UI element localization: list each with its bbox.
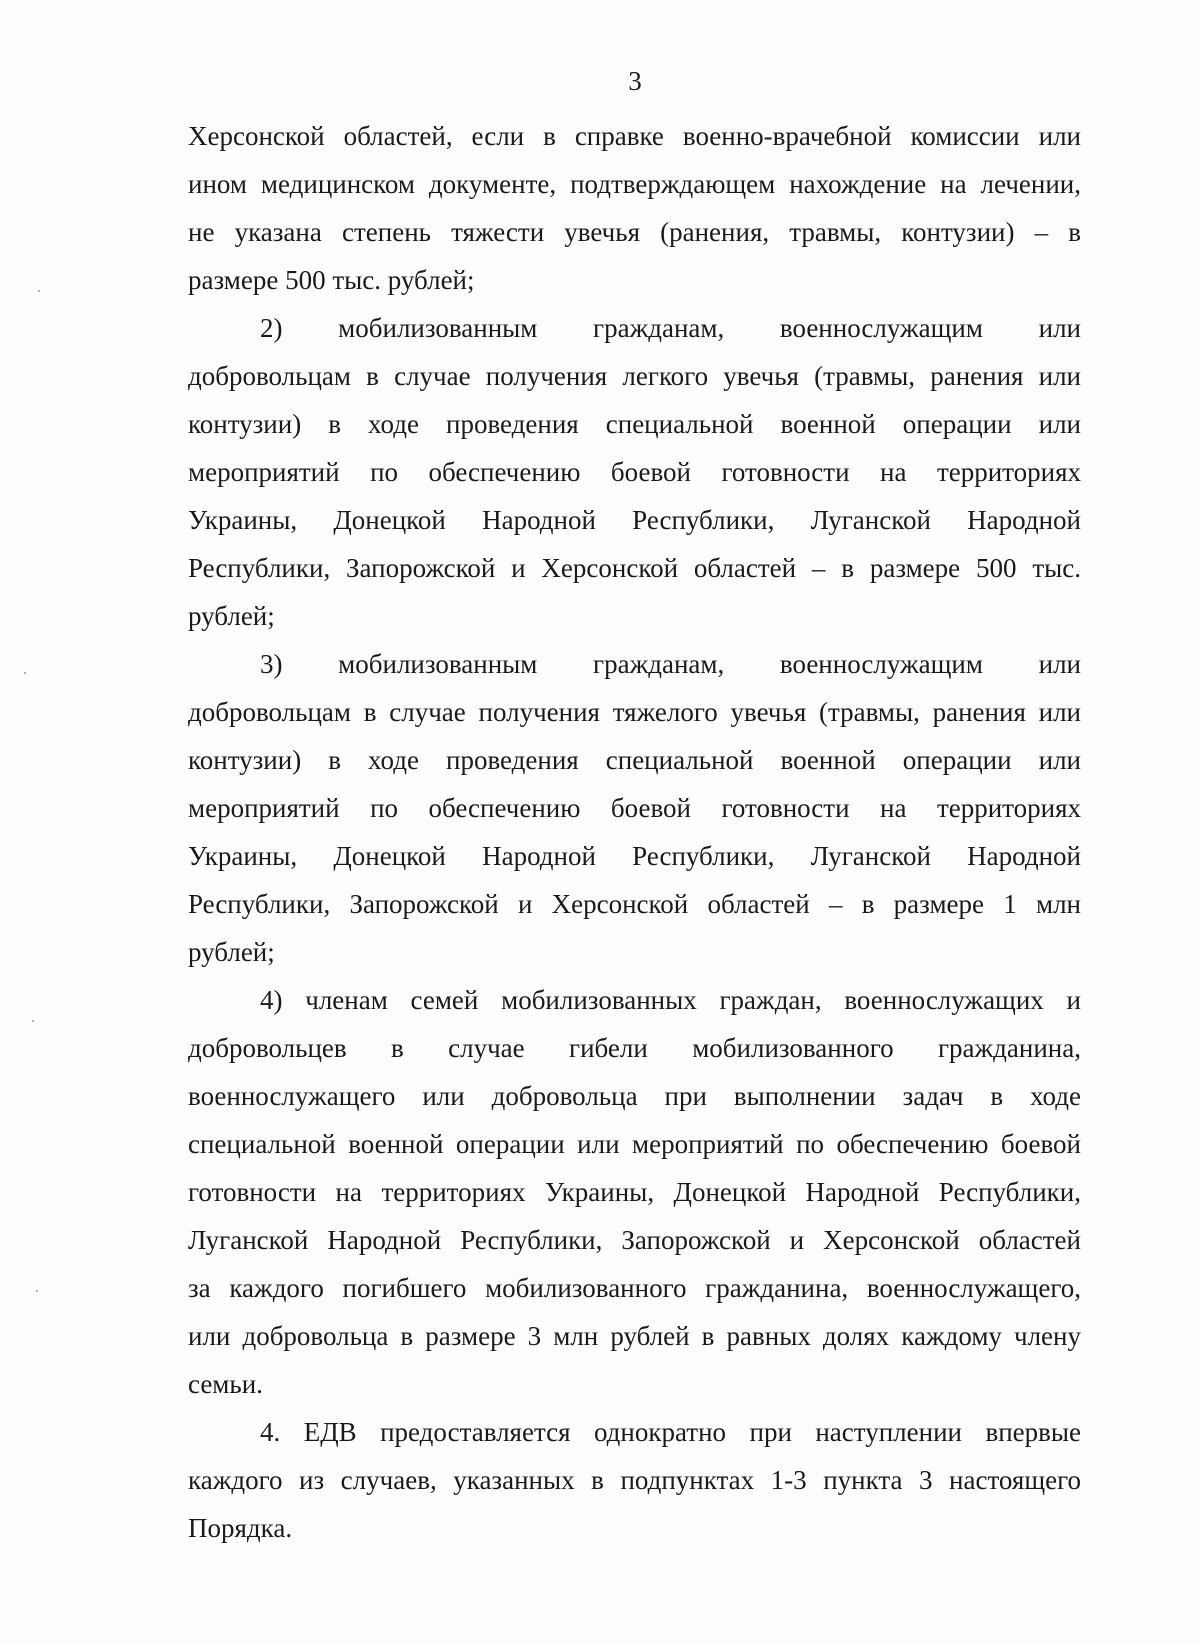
text-line: 4. ЕДВ предоставляется однократно при наступлении впервые (260, 1417, 1081, 1447)
text-line: ином медицинском документе, подтверждающем нахождение на лечении, (188, 169, 1081, 199)
text-line: 3) мобилизованным гражданам, военнослужащим или (260, 649, 1081, 679)
text-line: рублей; (188, 937, 275, 967)
text-line: добровольцам в случае получения тяжелого увечья (травмы, ранения или (188, 697, 1081, 727)
text-line: Украины, Донецкой Народной Республики, Луганской Народной (188, 505, 1081, 535)
text-line: семьи. (188, 1369, 263, 1399)
paragraph-item-3 (188, 640, 1081, 976)
page-number: 3 (628, 66, 642, 96)
paragraph-continuation (188, 112, 1081, 304)
text-line: Украины, Донецкой Народной Республики, Луганской Народной (188, 841, 1081, 871)
paragraph-item-4 (188, 976, 1081, 1408)
text-line: каждого из случаев, указанных в подпунктах 1-3 пункта 3 настоящего (188, 1465, 1081, 1495)
text-line: за каждого погибшего мобилизованного гражданина, военнослужащего, (188, 1273, 1081, 1303)
text-line: 2) мобилизованным гражданам, военнослужащим или (260, 313, 1081, 343)
scan-speck (32, 1020, 34, 1022)
text-line: мероприятий по обеспечению боевой готовности на территориях (188, 793, 1081, 823)
text-line: Луганской Народной Республики, Запорожской и Херсонской областей (188, 1225, 1081, 1255)
text-line: не указана степень тяжести увечья (ранения, травмы, контузии) – в (188, 217, 1081, 247)
text-line: Порядка. (188, 1513, 293, 1543)
text-line: военнослужащего или добровольца при выполнении задач в ходе (188, 1081, 1081, 1111)
document-body (188, 112, 1081, 1552)
text-line: Херсонской областей, если в справке военно-врачебной комиссии или (188, 121, 1081, 151)
paragraph-item-2 (188, 304, 1081, 640)
text-line: контузии) в ходе проведения специальной военной операции или (188, 409, 1081, 439)
text-line: размере 500 тыс. рублей; (188, 265, 475, 295)
text-line: добровольцев в случае гибели мобилизованного гражданина, (188, 1033, 1081, 1063)
text-line: или добровольца в размере 3 млн рублей в равных долях каждому члену (188, 1321, 1081, 1351)
text-line: контузии) в ходе проведения специальной военной операции или (188, 745, 1081, 775)
text-line: рублей; (188, 601, 275, 631)
text-line: Республики, Запорожской и Херсонской областей – в размере 1 млн (188, 889, 1081, 919)
text-line: добровольцам в случае получения легкого увечья (травмы, ранения или (188, 361, 1081, 391)
text-line: специальной военной операции или мероприятий по обеспечению боевой (188, 1129, 1081, 1159)
text-line: мероприятий по обеспечению боевой готовности на территориях (188, 457, 1081, 487)
paragraph-point-4 (188, 1408, 1081, 1552)
text-line: готовности на территориях Украины, Донецкой Народной Республики, (188, 1177, 1081, 1207)
scan-speck (24, 672, 26, 674)
scan-speck (36, 1290, 38, 1292)
text-line: 4) членам семей мобилизованных граждан, военнослужащих и (260, 985, 1081, 1015)
scan-speck (38, 290, 40, 292)
text-line: Республики, Запорожской и Херсонской областей – в размере 500 тыс. (188, 553, 1081, 583)
